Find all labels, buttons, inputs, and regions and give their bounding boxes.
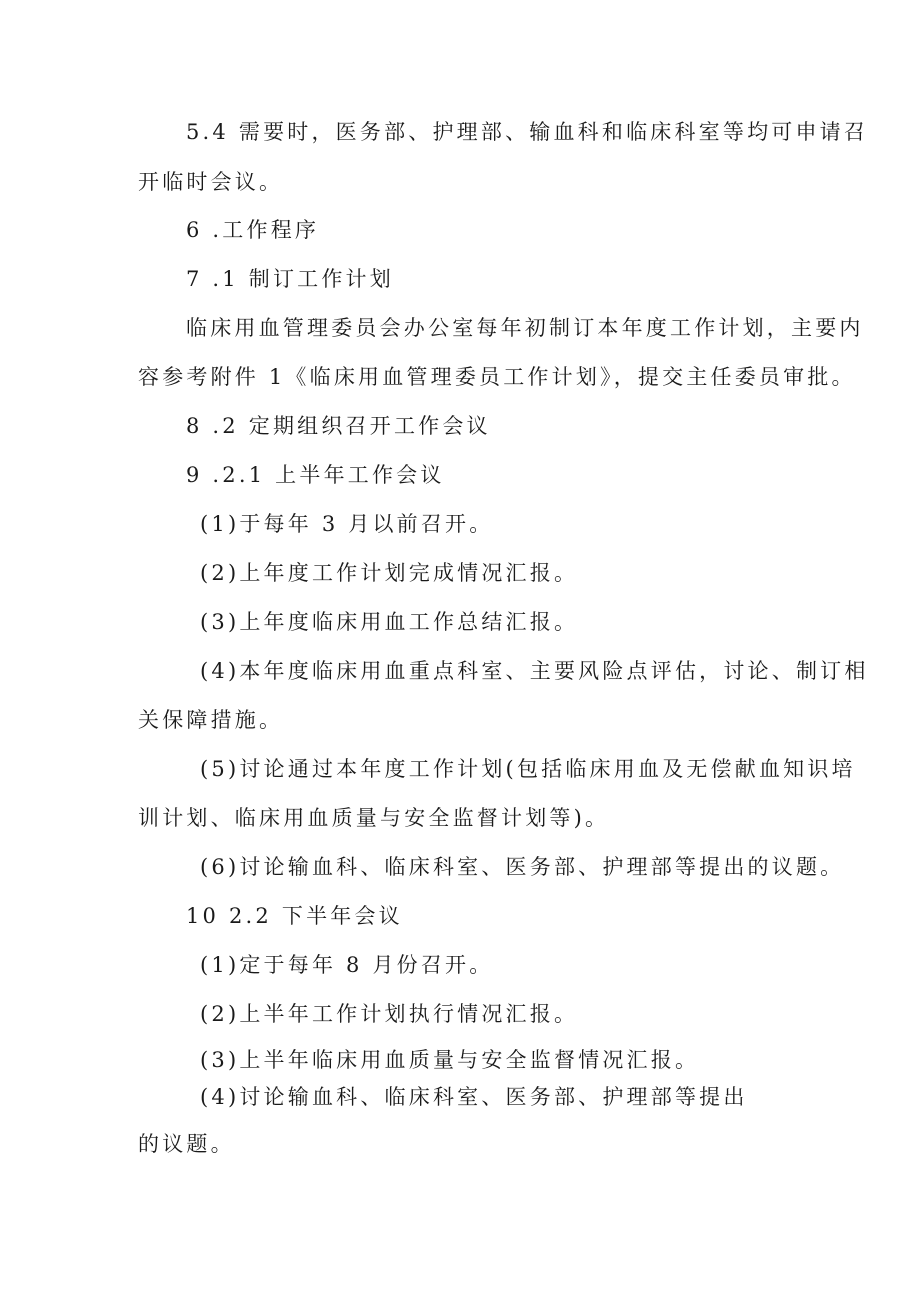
text-line: 容参考附件 1《临床用血管理委员工作计划》，提交主任委员审批。 bbox=[138, 365, 856, 389]
list-item: (6)讨论输血科、临床科室、医务部、护理部等提出的议题。 bbox=[200, 855, 845, 879]
list-item: (4)本年度临床用血重点科室、主要风险点评估，讨论、制订相 bbox=[200, 659, 869, 683]
list-item-continuation: 训计划、临床用血质量与安全监督计划等)。 bbox=[138, 806, 610, 830]
list-item-continuation: 关保障措施。 bbox=[138, 708, 284, 732]
text-line: 5.4 需要时，医务部、护理部、输血科和临床科室等均可申请召 bbox=[186, 120, 869, 144]
list-item: (2)上年度工作计划完成情况汇报。 bbox=[200, 561, 579, 585]
list-item: (3)上半年临床用血质量与安全监督情况汇报。 bbox=[200, 1048, 700, 1072]
list-item: (4)讨论输血科、临床科室、医务部、护理部等提出 bbox=[200, 1085, 748, 1109]
subsection-heading: 8 .2 定期组织召开工作会议 bbox=[186, 414, 491, 438]
section-heading: 6 .工作程序 bbox=[186, 218, 320, 242]
text-line: 开临时会议。 bbox=[138, 170, 284, 194]
list-item: (1)于每年 3 月以前召开。 bbox=[200, 512, 494, 536]
list-item: (1)定于每年 8 月份召开。 bbox=[200, 953, 494, 977]
list-item: (2)上半年工作计划执行情况汇报。 bbox=[200, 1002, 579, 1026]
list-item: (3)上年度临床用血工作总结汇报。 bbox=[200, 610, 579, 634]
subsection-heading: 9 .2.1 上半年工作会议 bbox=[186, 463, 445, 487]
subsection-heading: 10 2.2 下半年会议 bbox=[186, 904, 403, 928]
list-item: (5)讨论通过本年度工作计划(包括临床用血及无偿献血知识培 bbox=[200, 757, 856, 781]
text-line: 临床用血管理委员会办公室每年初制订本年度工作计划，主要内 bbox=[186, 316, 864, 340]
list-item-continuation: 的议题。 bbox=[138, 1132, 235, 1156]
subsection-heading: 7 .1 制订工作计划 bbox=[186, 267, 394, 291]
